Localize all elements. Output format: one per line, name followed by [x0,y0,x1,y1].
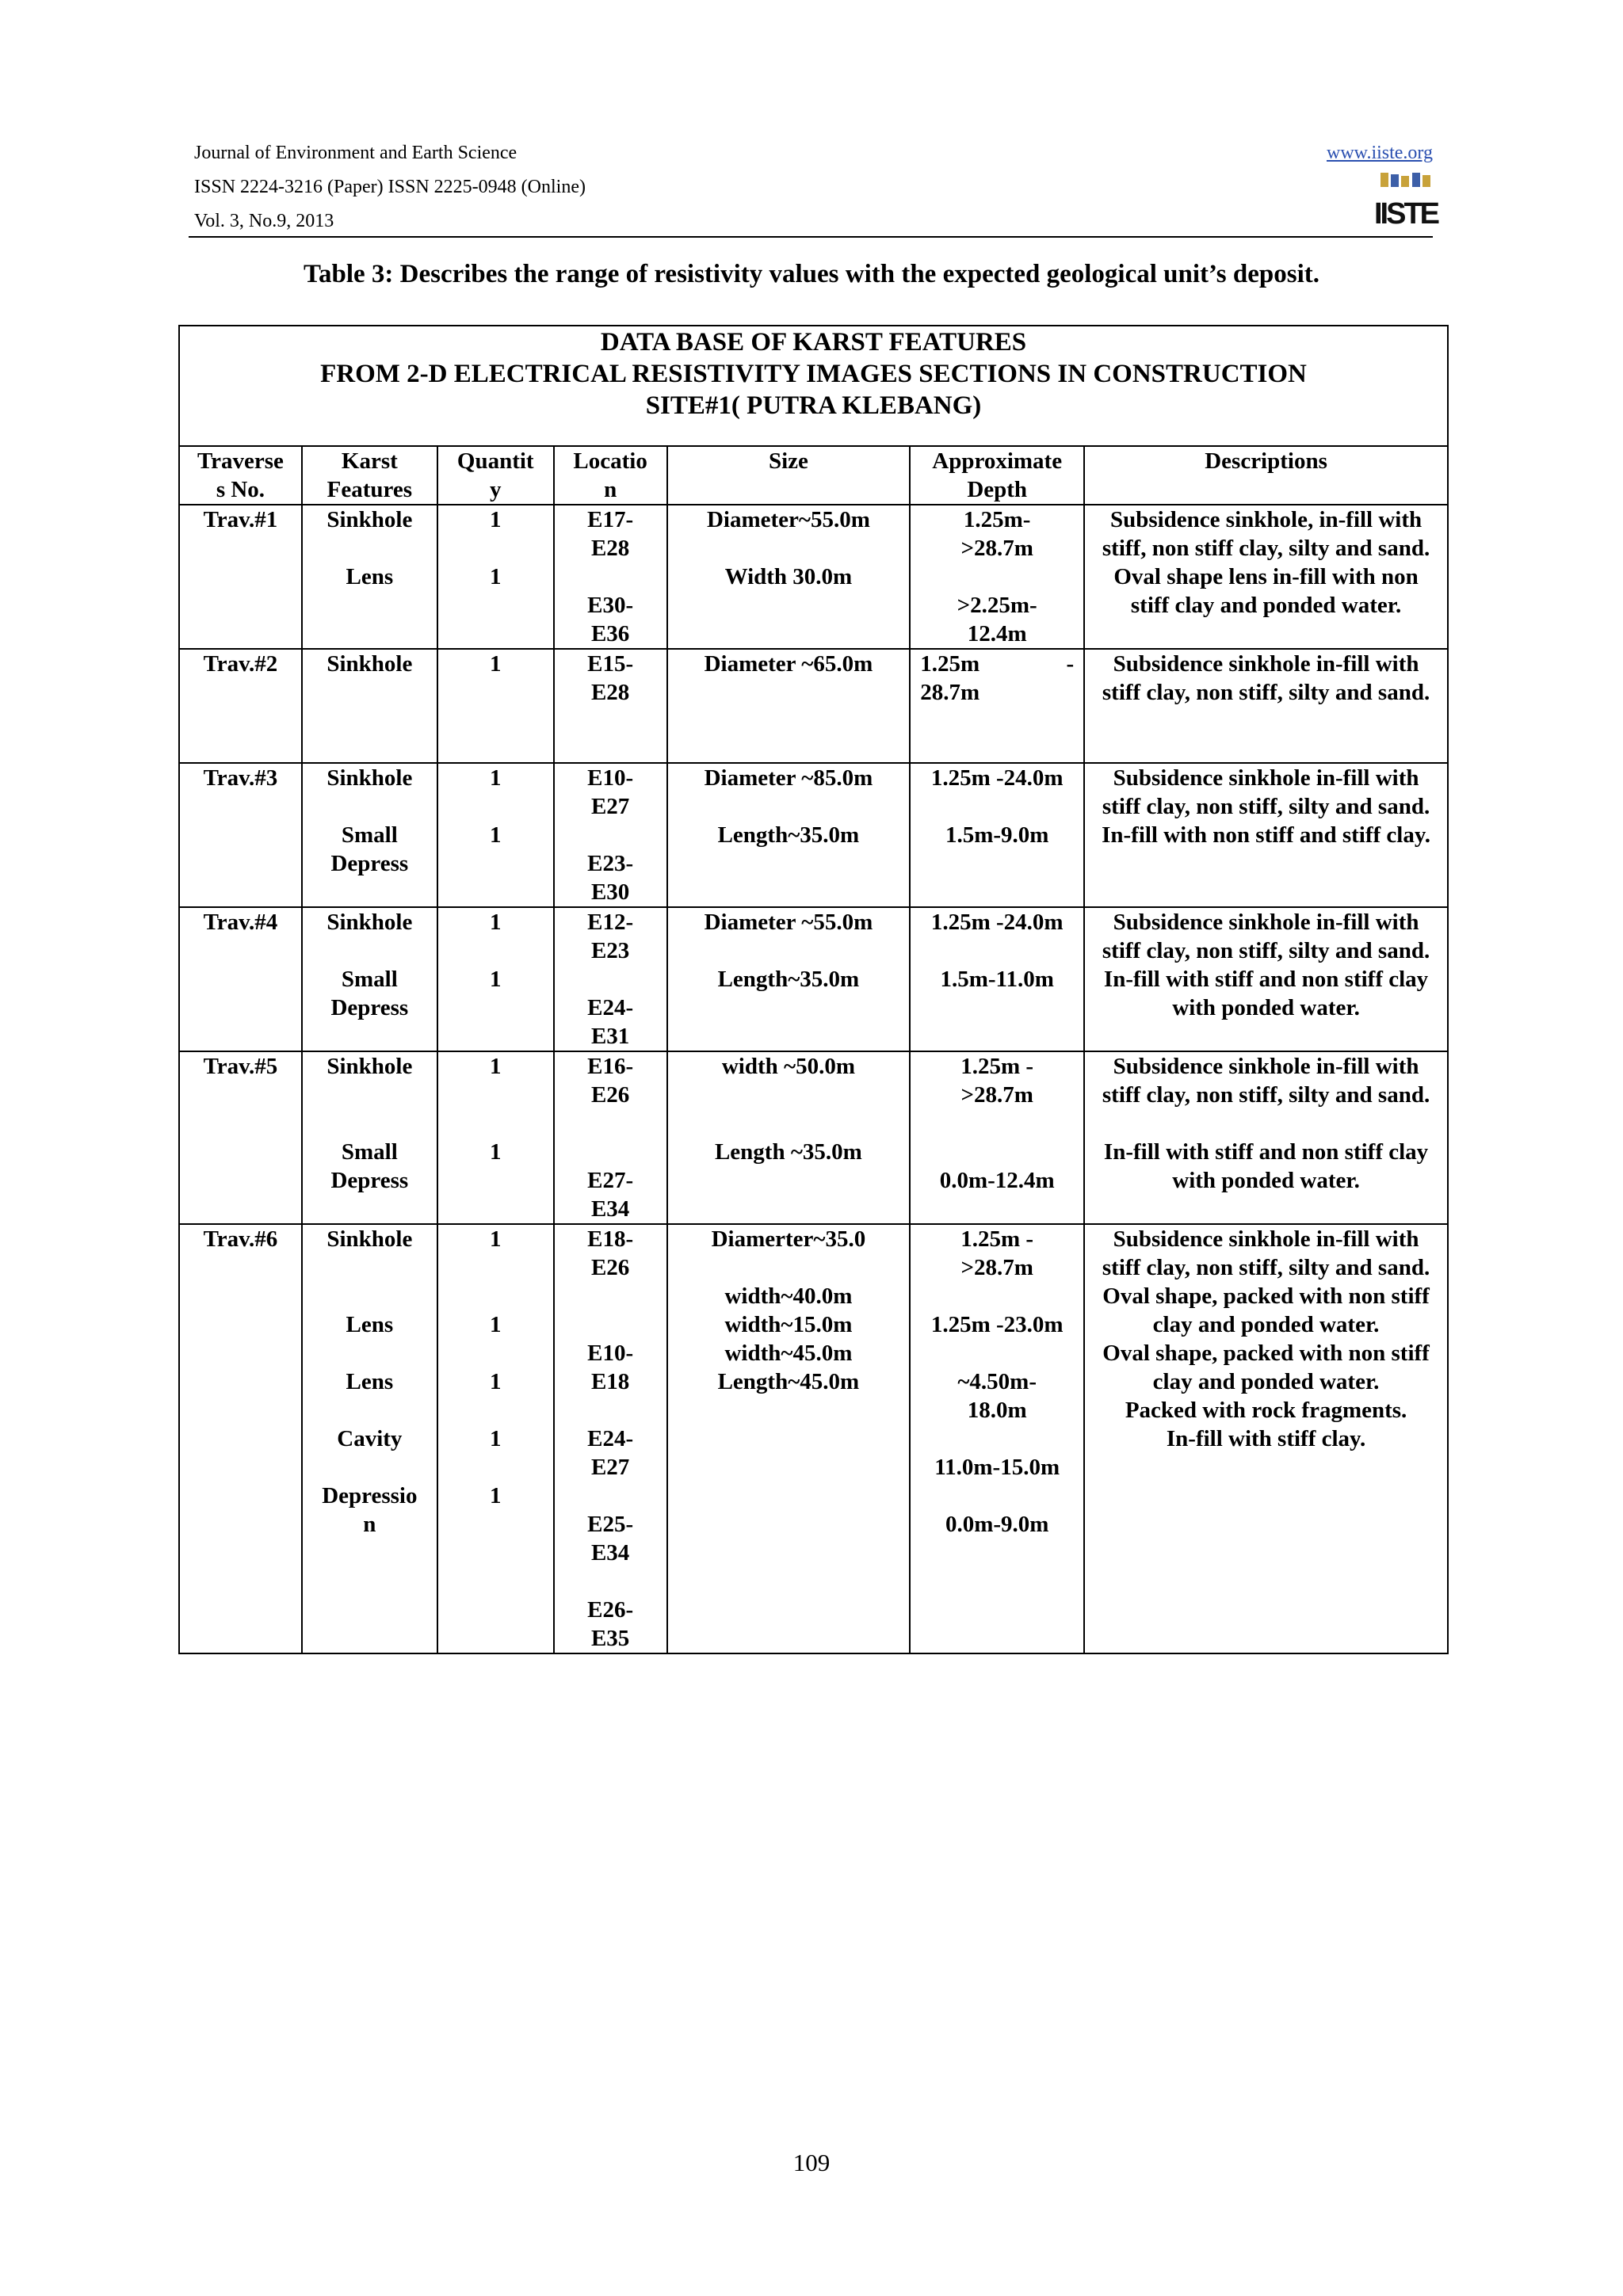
size-cell [667,763,911,907]
description-text: Subsidence sinkhole in-fill with stiff clay, non stiff, silty and sand. [1102,910,1430,963]
location-cell [554,1224,667,1653]
iiste-logo [1373,173,1438,231]
description-cell [1084,1051,1448,1224]
title-line: DATA BASE OF KARST FEATURES [600,328,1027,357]
cell-line [448,792,544,821]
journal-header [194,136,586,238]
title-line: SITE#1( PUTRA KLEBANG) [645,391,982,420]
cell-line: E15- [587,651,634,677]
cell-line [564,1109,657,1138]
cell-line: E30- [587,593,634,618]
cell-line: E26 [590,1255,630,1280]
cell-line [312,534,427,563]
cell-line: E35 [590,1626,630,1651]
title-line: FROM 2-D ELECTRICAL RESISTIVITY IMAGES SECTIONS IN CONSTRUCTION [320,360,1307,388]
description-text: Subsidence sinkhole in-fill with stiff clay, non stiff, silty and sand. [1102,651,1430,705]
header-size: Size [667,446,911,505]
cell-line [920,1482,1074,1510]
location-cell [554,907,667,1051]
quantity-cell [437,649,554,763]
cell-line: width~45.0m [724,1341,853,1366]
cell-line: Sinkhole [327,1226,413,1252]
features-cell [302,1224,437,1653]
quantity-cell [437,505,554,649]
table-row [179,907,1448,1051]
table-title [179,326,1448,446]
cell-line [920,1138,1074,1166]
cell-line: Width 30.0m [724,564,853,589]
cell-line: Small [341,822,398,848]
table-row [179,1051,1448,1224]
cell-line: 1 [489,564,502,589]
size-cell [667,649,911,763]
cell-line [448,1339,544,1367]
cell-line: >2.25m- [957,593,1037,618]
description-cell [1084,1224,1448,1653]
description-cell [1084,763,1448,907]
description-text: Packed with rock fragments. [1125,1398,1407,1423]
cell-line: E18 [590,1369,630,1394]
cell-line [448,1453,544,1482]
depth-dash: - [1066,651,1075,677]
cell-line: Length~45.0m [717,1369,860,1394]
cell-line [448,1253,544,1282]
cell-line: Depress [330,851,409,876]
features-cell [302,649,437,763]
cell-line [564,1567,657,1596]
features-cell [302,1051,437,1224]
cell-line: 0.0m-12.4m [939,1168,1055,1193]
cell-line: 1.25m- [963,507,1031,532]
quantity-cell [437,763,554,907]
cell-line: >28.7m [960,1082,1033,1108]
karst-features-table [178,325,1449,1654]
cell-line: Diameter ~65.0m [704,651,873,677]
cell-line: E26 [590,1082,630,1108]
cell-line: E25- [587,1512,634,1537]
cell-line: 1 [489,1312,502,1337]
cell-line: E18- [587,1226,634,1252]
cell-line: 1 [489,1426,502,1451]
description-cell [1084,505,1448,649]
traverse-cell: Trav.#1 [179,505,302,649]
cell-line: Lens [346,1312,394,1337]
cell-line: Depress [330,995,409,1020]
cell-line: 1 [489,651,502,677]
size-cell [667,505,911,649]
cell-line: E17- [587,507,634,532]
cell-line: 1 [489,507,502,532]
journal-website-link[interactable]: www.iiste.org [1327,143,1433,163]
cell-line: 1 [489,1226,502,1252]
cell-line [678,1081,900,1109]
cell-line: Cavity [337,1426,403,1451]
cell-line [920,1339,1074,1367]
cell-line: Small [341,967,398,992]
cell-line: 1 [489,822,502,848]
cell-line: Length ~35.0m [714,1139,862,1165]
traverse-cell: Trav.#4 [179,907,302,1051]
cell-line [312,1339,427,1367]
table-caption: Table 3: Describes the range of resistivity values with the expected geological unit’s deposit. [303,260,1319,288]
cell-line: 1.25m - [960,1226,1034,1252]
cell-line [312,1253,427,1282]
cell-line: E30 [590,879,630,905]
page-number: 109 [792,2149,831,2176]
cell-line [312,1282,427,1310]
cell-line: n [363,1512,376,1537]
cell-line [564,563,657,591]
description-text: Subsidence sinkhole in-fill with stiff clay, non stiff, silty and sand. [1102,1226,1430,1280]
depth-to: 28.7m [920,680,980,705]
depth-cell [910,1224,1084,1653]
header-traverse: Traverse s No. [179,446,302,505]
quantity-cell [437,1051,554,1224]
traverse-cell: Trav.#2 [179,649,302,763]
description-text: In-fill with stiff and non stiff clay with ponded water. [1103,1139,1429,1193]
cell-line: Lens [346,1369,394,1394]
journal-volume: Vol. 3, No.9, 2013 [194,211,334,231]
cell-line: Sinkhole [327,507,413,532]
table-row [179,1224,1448,1653]
cell-line [448,1109,544,1138]
cell-line: E34 [590,1540,630,1566]
cell-line [564,1482,657,1510]
quantity-cell [437,1224,554,1653]
cell-line: ~4.50m- [957,1369,1037,1394]
cell-line [312,792,427,821]
cell-line [564,1282,657,1310]
cell-line: width ~50.0m [721,1054,855,1079]
description-text: Oval shape, packed with non stiff clay and ponded water. [1102,1341,1430,1394]
cell-line [564,1138,657,1166]
journal-issn: ISSN 2224-3216 (Paper) ISSN 2225-0948 (Online) [194,177,586,197]
cell-line: E27 [590,794,630,819]
size-cell [667,1051,911,1224]
cell-line: 1 [489,1139,502,1165]
cell-line: width~15.0m [724,1312,853,1337]
header-descriptions: Descriptions [1084,446,1448,505]
table-row [179,505,1448,649]
cell-line [564,821,657,849]
cell-line [920,1109,1074,1138]
cell-line: E31 [590,1024,630,1049]
cell-line [678,1253,900,1282]
cell-line: 1.25m -23.0m [930,1312,1064,1337]
cell-line [920,650,1074,678]
cell-line: Small [341,1139,398,1165]
cell-line [312,936,427,965]
cell-line: 1 [489,1054,502,1079]
cell-line: 1 [489,967,502,992]
cell-line: 1 [489,765,502,791]
cell-line [312,1109,427,1138]
cell-line [448,534,544,563]
description-cell [1084,649,1448,763]
cell-line: >28.7m [960,1255,1033,1280]
cell-line [920,936,1074,965]
features-cell [302,505,437,649]
cell-line: 1.5m-11.0m [940,967,1054,992]
description-text: Subsidence sinkhole, in-fill with stiff, non stiff clay, silty and sand. [1102,507,1430,561]
cell-line: Sinkhole [327,1054,413,1079]
cell-line: E10- [587,765,634,791]
cell-line [920,1282,1074,1310]
depth-cell [910,763,1084,907]
cell-line: 0.0m-9.0m [945,1512,1049,1537]
cell-line [920,563,1074,591]
cell-line: E26- [587,1597,634,1623]
cell-line [448,1396,544,1425]
size-cell [667,907,911,1051]
cell-line: 1.5m-9.0m [945,822,1049,848]
cell-line: >28.7m [960,536,1033,561]
table-title-row [179,326,1448,446]
cell-line: E24- [587,995,634,1020]
header-rule [189,236,1433,238]
cell-line [920,792,1074,821]
traverse-cell: Trav.#6 [179,1224,302,1653]
quantity-cell [437,907,554,1051]
cell-line: Sinkhole [327,765,413,791]
traverse-cell: Trav.#5 [179,1051,302,1224]
header-quantity: Quantit y [437,446,554,505]
cell-line [312,1453,427,1482]
cell-line [678,1109,900,1138]
cell-line [564,1396,657,1425]
description-text: In-fill with non stiff and stiff clay. [1102,822,1431,848]
cell-line: E12- [587,910,634,935]
cell-line [312,1396,427,1425]
cell-line: Diamerter~35.0 [711,1226,866,1252]
cell-line [678,792,900,821]
cell-line: 11.0m-15.0m [934,1455,1060,1480]
table-row [179,763,1448,907]
description-text: In-fill with stiff clay. [1166,1426,1366,1451]
location-cell [554,505,667,649]
cell-line: E36 [590,621,630,646]
column-header-row [179,446,1448,505]
location-cell [554,763,667,907]
description-cell [1084,907,1448,1051]
cell-line: Diameter~55.0m [706,507,870,532]
cell-line: E23- [587,851,634,876]
cell-line: E24- [587,1426,634,1451]
cell-line: 1.25m -24.0m [930,765,1064,791]
cell-line: 1.25m -24.0m [930,910,1064,935]
cell-line: 1 [489,910,502,935]
cell-line [448,1282,544,1310]
cell-line: E28 [590,680,630,705]
location-cell [554,1051,667,1224]
cell-line: 12.4m [967,621,1027,646]
journal-name: Journal of Environment and Earth Science [194,143,517,163]
cell-line: E23 [590,938,630,963]
description-text: In-fill with stiff and non stiff clay with ponded water. [1103,967,1429,1020]
cell-line: E34 [590,1196,630,1222]
cell-line [920,1425,1074,1453]
cell-line: 1 [489,1483,502,1508]
cell-line: Sinkhole [327,651,413,677]
description-text: Oval shape, packed with non stiff clay and ponded water. [1102,1283,1430,1337]
header-depth: Approximate Depth [910,446,1084,505]
cell-line [448,1081,544,1109]
depth-cell [910,1051,1084,1224]
cell-line [678,534,900,563]
features-cell [302,907,437,1051]
cell-line: Diameter ~85.0m [704,765,873,791]
cell-line: E10- [587,1341,634,1366]
cell-line [564,1310,657,1339]
depth-cell [910,649,1084,763]
table-row [179,649,1448,763]
cell-line: E27 [590,1455,630,1480]
cell-line: 1 [489,1369,502,1394]
features-cell [302,763,437,907]
cell-line: 18.0m [967,1398,1027,1423]
cell-line [448,936,544,965]
header-features: Karst Features [302,446,437,505]
cell-line: Lens [346,564,394,589]
description-text: Oval shape lens in-fill with non stiff clay and ponded water. [1113,564,1419,618]
depth-from: 1.25m [920,651,980,677]
description-text: Subsidence sinkhole in-fill with stiff clay, non stiff, silty and sand. [1102,1054,1430,1108]
logo-text: IISTE [1373,197,1438,231]
location-cell [554,649,667,763]
cell-line [678,936,900,965]
cell-line: Diameter ~55.0m [704,910,873,935]
depth-cell [910,907,1084,1051]
description-text: Subsidence sinkhole in-fill with stiff clay, non stiff, silty and sand. [1102,765,1430,819]
cell-line: Sinkhole [327,910,413,935]
cell-line: Depress [330,1168,409,1193]
cell-line: 1.25m - [960,1054,1034,1079]
cell-line: E28 [590,536,630,561]
traverse-cell: Trav.#3 [179,763,302,907]
cell-line: Depressio [322,1483,418,1508]
cell-line: width~40.0m [724,1283,853,1309]
cell-line: E16- [587,1054,634,1079]
cell-line: Length~35.0m [717,967,860,992]
header-location: Locatio n [554,446,667,505]
cell-line: E27- [587,1168,634,1193]
cell-line [564,965,657,994]
cell-line [312,1081,427,1109]
depth-cell [910,505,1084,649]
size-cell [667,1224,911,1653]
cell-line: Length~35.0m [717,822,860,848]
